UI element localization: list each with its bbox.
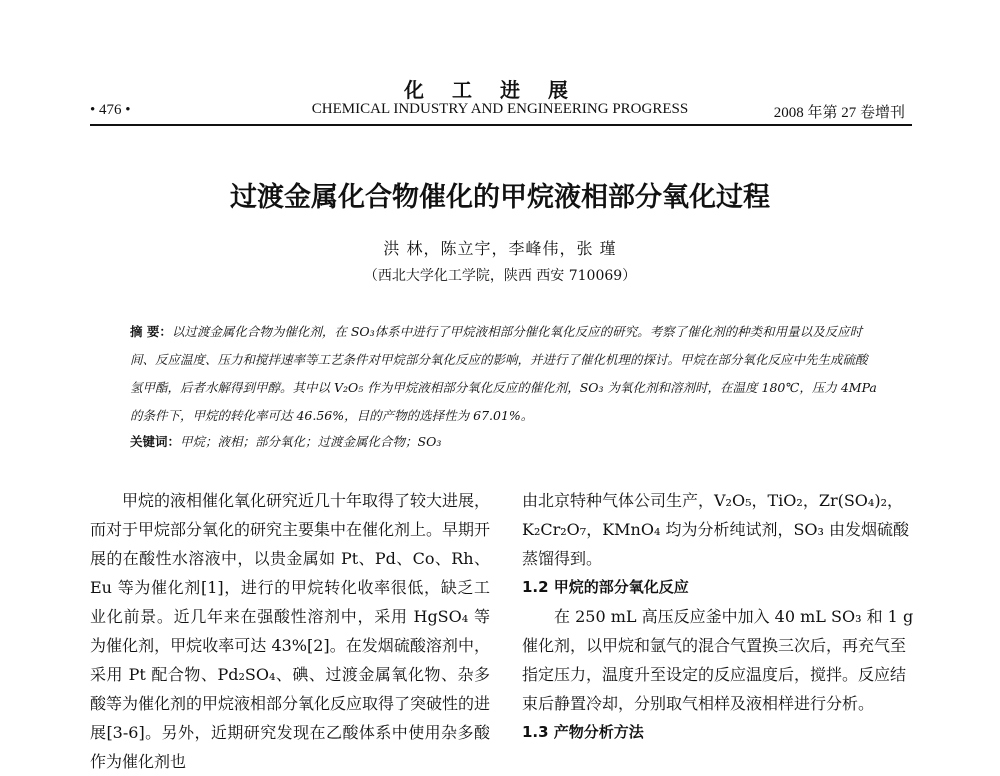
section-heading-1-3: 1.3 产物分析方法 xyxy=(522,723,644,741)
journal-title-chinese: 化工进展 xyxy=(404,78,596,102)
keywords xyxy=(130,432,878,450)
article-authors: 洪 林，陈立宇，李峰伟，张 瑾 xyxy=(383,239,617,258)
body-left-column xyxy=(90,486,490,776)
article-title: 过渡金属化合物催化的甲烷液相部分氧化过程 xyxy=(230,182,770,213)
article-affiliation: （西北大学化工学院，陕西 西安 710069） xyxy=(363,268,637,284)
intro-paragraph: 甲烷的液相催化氧化研究近几十年取得了较大进展，而对于甲烷部分氧化的研究主要集中在催化剂上。早期开展的在酸性水溶液中，以贵金属如 Pt、Pd、Co、Rh、Eu 等为催化剂[1]，进行的甲烷转化收率很低，缺乏工业化前景。近几年来在强酸性溶剂中，采用 HgSO₄ 等为催化剂，甲烷收率可达 43%[2]。在发烟硫酸溶剂中，采用 Pt 配合物、Pd₂SO₄、碘、过渡金属氧化物、杂多酸等为催化剂的甲烷液相部分氧化反应取得了突破性的进展[3-6]。另外，近期研究发现在乙酸体系中使用杂多酸作为催化剂也 xyxy=(90,491,491,771)
section-heading-1-2: 1.2 甲烷的部分氧化反应 xyxy=(522,578,689,596)
abstract-text: 以过渡金属化合物为催化剂，在 SO₃体系中进行了甲烷液相部分催化氧化反应的研究。考察了催化剂的种类和用量以及反应时间、反应温度、压力和搅拌速率等工艺条件对甲烷部分氧化反应的影响，并进行了催化机理的探讨。甲烷在部分氧化反应中先生成硫酸氢甲酯，后者水解得到甲醇。其中以 V₂O₅ 作为甲烷液相部分氧化反应的催化剂，SO₃ 为氧化剂和溶剂时，在温度 180℃，压力 4MPa 的条件下，甲烷的转化率可达 46.56%，目的产物的选择性为 67.01%。 xyxy=(130,324,877,423)
issue-info: 2008 年第 27 卷增刊 xyxy=(773,105,905,121)
header-rule xyxy=(90,124,912,126)
abstract xyxy=(130,318,878,430)
body-right-column xyxy=(522,486,914,747)
reaction-paragraph: 在 250 mL 高压反应釜中加入 40 mL SO₃ 和 1 g 催化剂，以甲烷和氩气的混合气置换三次后，再充气至指定压力，温度升至设定的反应温度后，搅拌。反应结束后静置冷却，分别取气相样及液相样进行分析。 xyxy=(522,607,914,713)
keywords-text: 甲烷；液相；部分氧化；过渡金属化合物；SO₃ xyxy=(180,434,442,449)
page-number: • 476 • xyxy=(90,102,131,118)
abstract-label: 摘 要： xyxy=(130,324,172,339)
materials-paragraph: 由北京特种气体公司生产，V₂O₅，TiO₂，Zr(SO₄)₂，K₂Cr₂O₇，KMnO₄ 均为分析纯试剂，SO₃ 由发烟硫酸蒸馏得到。 xyxy=(522,491,910,568)
keywords-label: 关键词： xyxy=(130,434,181,449)
journal-title-english: CHEMICAL INDUSTRY AND ENGINEERING PROGRESS xyxy=(311,101,689,117)
